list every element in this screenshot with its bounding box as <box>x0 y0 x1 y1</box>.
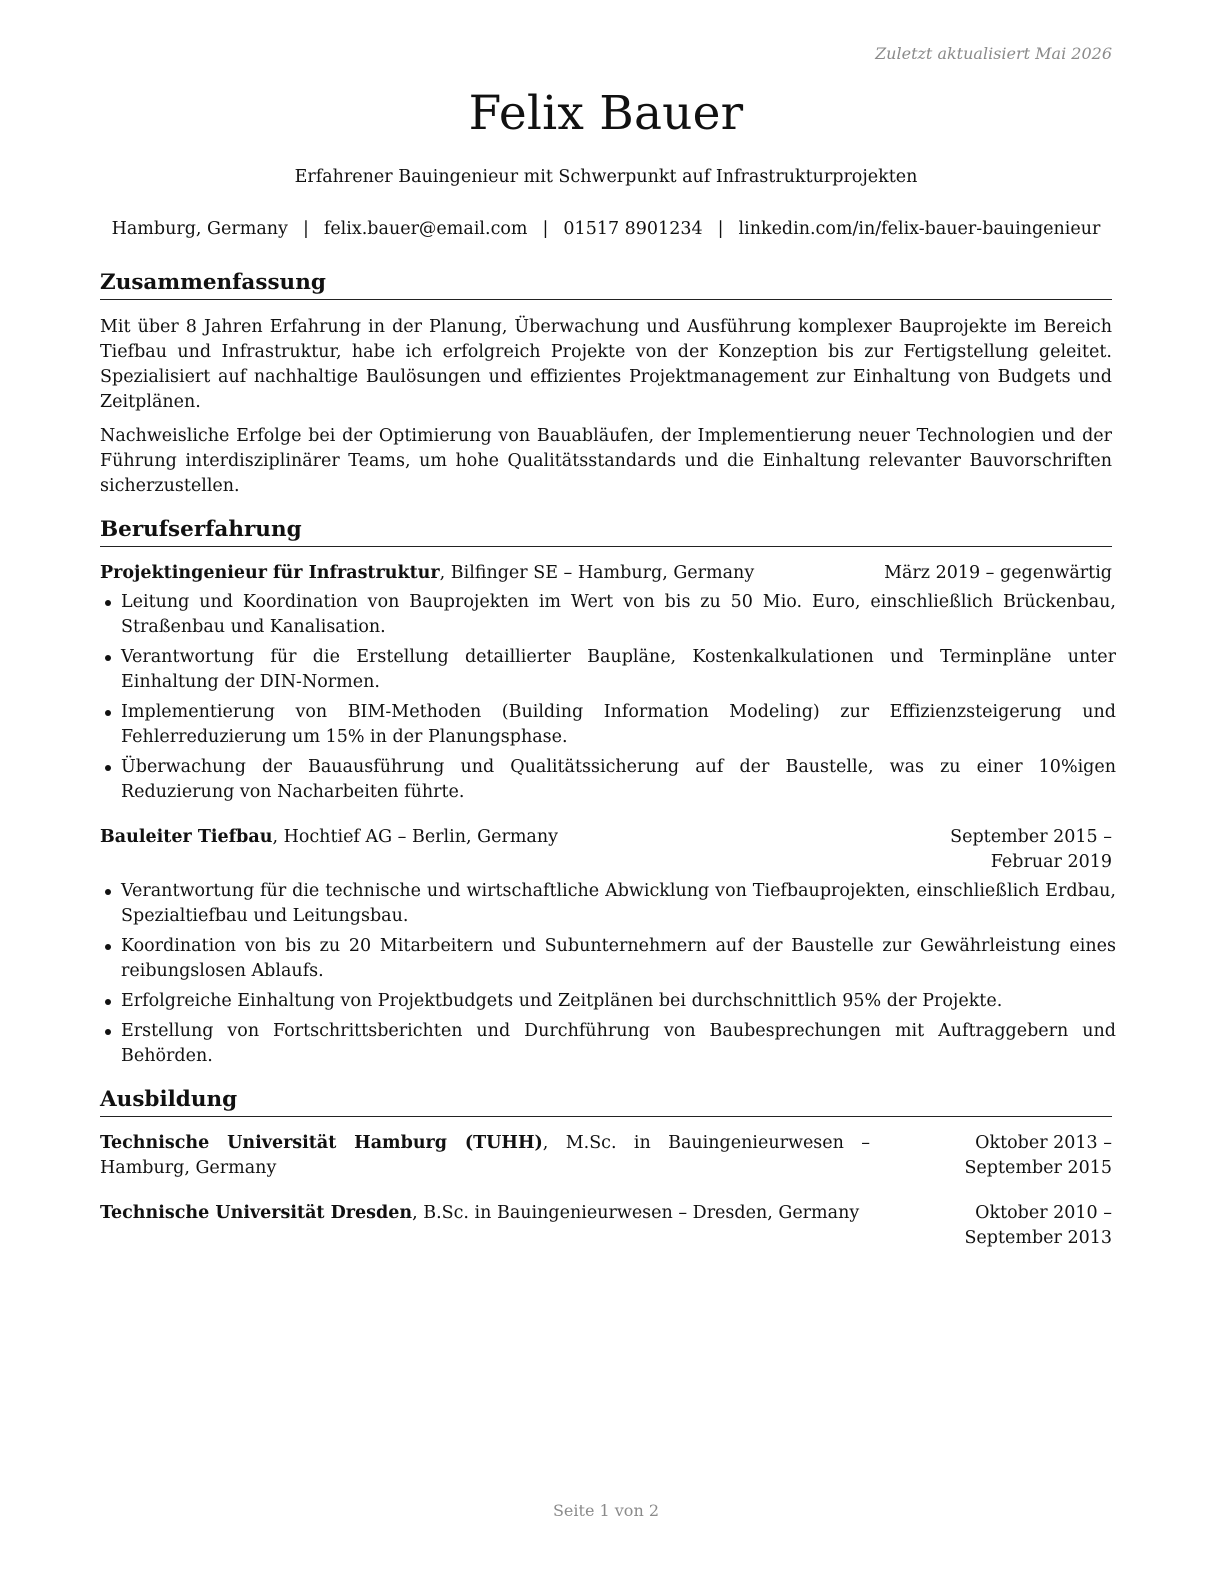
education-header <box>100 1201 1112 1251</box>
contact-separator: | <box>302 219 309 239</box>
job-bullet: Koordination von bis zu 20 Mitarbeitern und Subunternehmern auf der Baustelle zur Gewährleistung eines reibungslosen Ablaufs. <box>100 934 1116 984</box>
education-entry <box>100 1201 1112 1251</box>
education-header <box>100 1131 1112 1181</box>
contact-phone[interactable]: 01517 8901234 <box>563 219 703 239</box>
job-role: Projektingenieur für Infrastruktur <box>100 563 440 583</box>
education-title-line <box>100 1201 870 1226</box>
job-bullet: Erfolgreiche Einhaltung von Projektbudgets und Zeitplänen bei durchschnittlich 95% der Projekte. <box>100 989 1116 1014</box>
job-company: , Hochtief AG – Berlin, Germany <box>272 827 559 847</box>
contact-separator: | <box>542 219 549 239</box>
job-bullet: Leitung und Koordination von Bauprojekten im Wert von bis zu 50 Mio. Euro, einschließlich Brückenbau, Straßenbau und Kanalisation. <box>100 590 1116 640</box>
education-dates: Oktober 2013 – September 2015 <box>964 1133 1112 1178</box>
job-bullets <box>100 590 1116 805</box>
job-entry <box>100 561 1116 805</box>
job-bullet: Erstellung von Fortschrittsberichten und Durchführung von Baubesprechungen mit Auftraggebern und Behörden. <box>100 1019 1116 1069</box>
job-bullet: Verantwortung für die technische und wirtschaftliche Abwicklung von Tiefbauprojekten, einschließlich Erdbau, Spezialtiefbau und Leitungsbau. <box>100 879 1116 929</box>
summary-paragraph: Mit über 8 Jahren Erfahrung in der Planung, Überwachung und Ausführung komplexer Bauprojekte im Bereich Tiefbau und Infrastruktur, habe ich erfolgreich Projekte von der Konzeption bis zur Fertigstellung geleitet. Spezialisiert auf nachhaltige Baulösungen und effizientes Projektmanagement zur Einhaltung von Budgets und Zeitplänen. <box>100 317 1112 412</box>
contact-separator: | <box>717 219 724 239</box>
education-heading: Ausbildung <box>100 1085 1112 1117</box>
last-updated: Zuletzt aktualisiert Mai 2026 <box>875 44 1112 63</box>
contact-linkedin[interactable]: linkedin.com/in/felix-bauer-bauingenieur <box>738 219 1101 239</box>
job-company: , Bilfinger SE – Hamburg, Germany <box>439 563 755 583</box>
education-section <box>100 1085 1112 1251</box>
job-header <box>100 825 1112 875</box>
job-dates: März 2019 – gegenwärtig <box>884 563 1112 583</box>
contact-line <box>0 219 1212 239</box>
summary-heading: Zusammenfassung <box>100 268 1112 300</box>
job-bullet: Verantwortung für die Erstellung detaillierter Baupläne, Kostenkalkulationen und Terminpläne unter Einhaltung der DIN-Normen. <box>100 645 1116 695</box>
experience-heading: Berufserfahrung <box>100 515 1112 547</box>
candidate-name: Felix Bauer <box>468 86 744 141</box>
candidate-tagline: Erfahrener Bauingenieur mit Schwerpunkt auf Infrastrukturprojekten <box>294 167 918 187</box>
resume-content <box>100 268 1116 1251</box>
job-entry <box>100 825 1116 1069</box>
job-title-line <box>100 561 874 586</box>
education-school: Technische Universität Hamburg (TUHH) <box>100 1133 543 1153</box>
education-entry <box>100 1131 1112 1181</box>
contact-location: Hamburg, Germany <box>111 219 288 239</box>
education-title-line <box>100 1131 870 1181</box>
summary-section <box>100 268 1112 499</box>
page-number: Seite 1 von 2 <box>552 1501 660 1520</box>
experience-section <box>100 515 1116 1069</box>
education-detail: , M.Sc. in Bauingenieurwesen – Hamburg, Germany <box>100 1133 871 1178</box>
job-header <box>100 561 1112 586</box>
summary-paragraph: Nachweisliche Erfolge bei der Optimierung von Bauabläufen, der Implementierung neuer Technologien und der Führung interdisziplinärer Teams, um hohe Qualitätsstandards und die Einhaltung relevanter Bauvorschriften sicherzustellen. <box>100 426 1112 496</box>
job-bullet: Überwachung der Bauausführung und Qualitätssicherung auf der Baustelle, was zu einer 10%igen Reduzierung von Nacharbeiten führte. <box>100 755 1116 805</box>
education-detail: , B.Sc. in Bauingenieurwesen – Dresden, Germany <box>412 1203 860 1223</box>
education-school: Technische Universität Dresden <box>100 1203 413 1223</box>
job-role: Bauleiter Tiefbau <box>100 827 273 847</box>
job-bullets <box>100 879 1116 1069</box>
contact-email[interactable]: felix.bauer@email.com <box>323 219 528 239</box>
job-bullet: Implementierung von BIM-Methoden (Building Information Modeling) zur Effizienzsteigerung und Fehlerreduzierung um 15% in der Planungsphase. <box>100 700 1116 750</box>
education-dates: Oktober 2010 – September 2013 <box>964 1203 1112 1248</box>
job-title-line <box>100 825 870 850</box>
job-dates: September 2015 – Februar 2019 <box>950 827 1112 872</box>
